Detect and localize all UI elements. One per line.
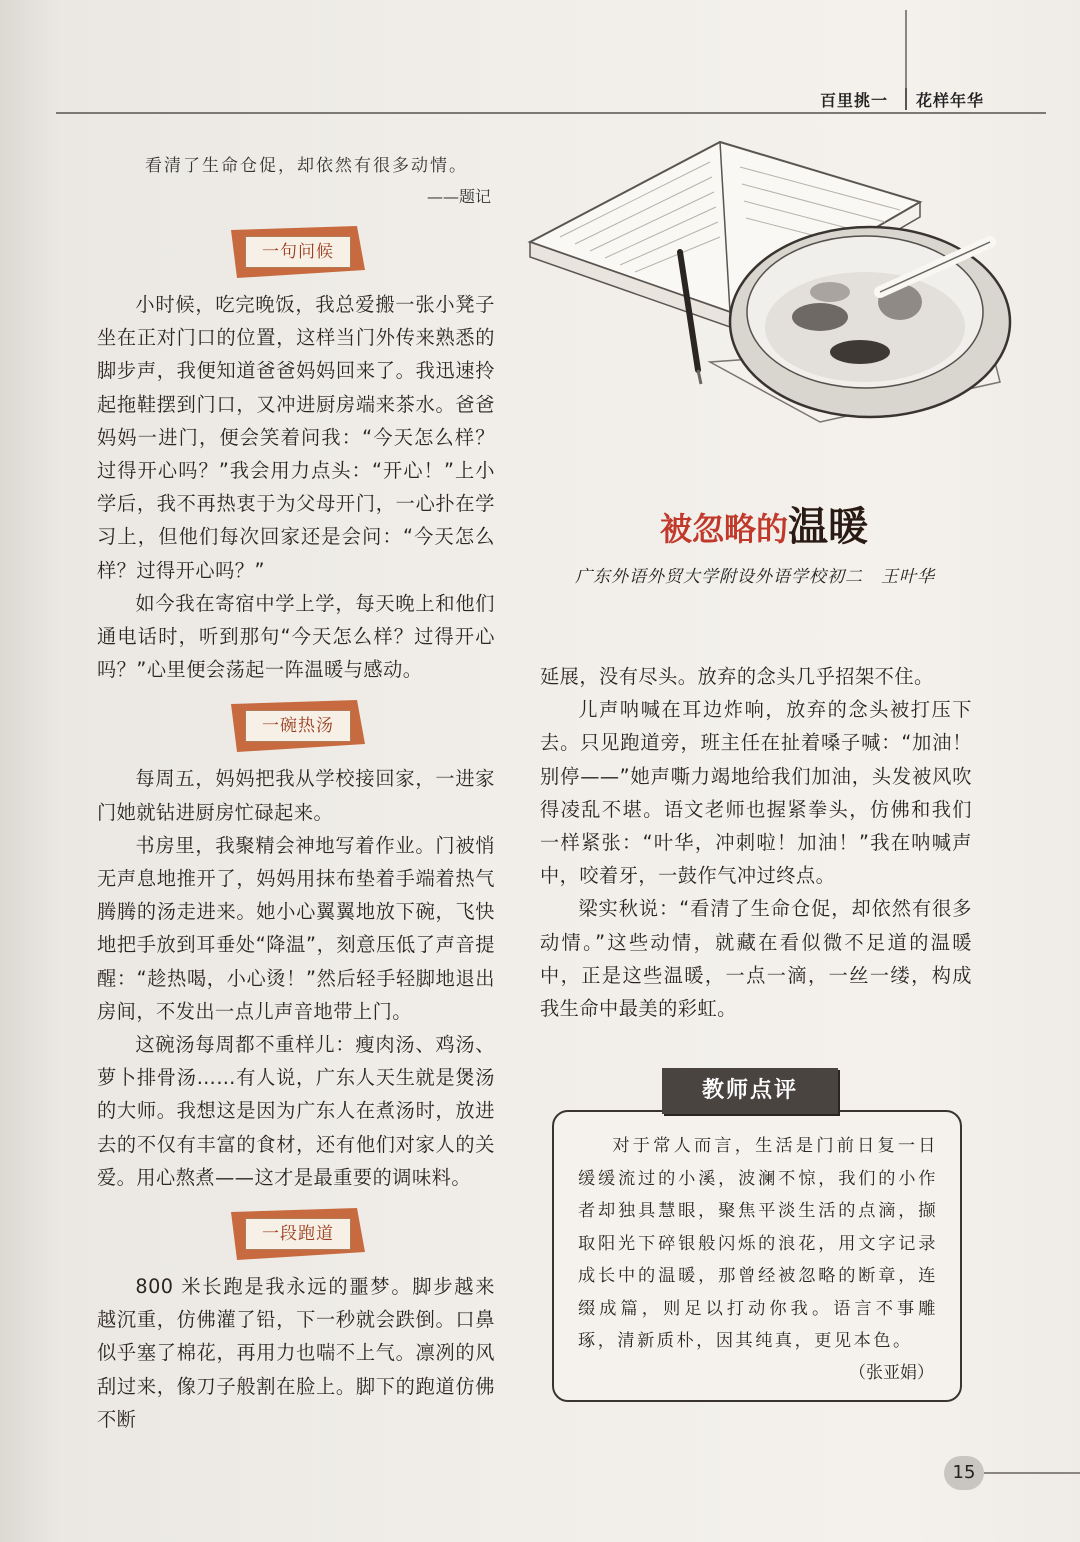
soup-illustration [520, 122, 1020, 482]
paragraph: 梁实秋说：“看清了生命仓促，却依然有很多动情。”这些动情，就藏在看似微不足道的温暖中，正是这些温暖，一点一滴，一丝一缕，构成我生命中最美的彩虹。 [540, 897, 972, 1021]
epigraph: 看清了生命仓促，却依然有很多动情。 [145, 156, 468, 176]
right-column [540, 660, 972, 1025]
paragraph-continuation: 延展，没有尽头。放弃的念头几乎招架不住。 [540, 665, 934, 688]
article-author: 广东外语外贸大学附设外语学校初二 王叶华 [575, 567, 935, 587]
section-tag-label: 一段跑道 [245, 1218, 351, 1250]
teacher-review-box [552, 1110, 962, 1402]
paragraph: 书房里，我聚精会神地写着作业。门被悄无声息地推开了，妈妈用抹布垫着手端着热气腾腾的汤走进来。她小心翼翼地放下碗，飞快地把手放到耳垂处“降温”，刻意压低了声音提醒：“趁热喝，小心烫！”然后轻手轻脚地退出房间，不发出一点儿声音地带上门。 [97, 833, 495, 1023]
teacher-review-text: 对于常人而言，生活是门前日复一日缓缓流过的小溪，波澜不惊，我们的小作者却独具慧眼，聚焦平淡生活的点滴，撷取阳光下碎银般闪烁的浪花，用文字记录成长中的温暖，那曾经被忽略的断章，连缀成篇，则足以打动你我。语言不事雕琢，清新质朴，因其纯真，更见本色。 [578, 1136, 938, 1351]
section-tag-2 [227, 700, 367, 752]
left-column [97, 150, 495, 1436]
section-tag-label: 一碗热汤 [245, 710, 351, 742]
section-tag-1 [227, 226, 367, 278]
paragraph: 小时候，吃完晚饭，我总爱搬一张小凳子坐在正对门口的位置，这样当门外传来熟悉的脚步声，我便知道爸爸妈妈回来了。我迅速拎起拖鞋摆到门口，又冲进厨房端来茶水。爸爸妈妈一进门，便会笑着问我：“今天怎么样？过得开心吗？”我会用力点头：“开心！”上小学后，我不再热衷于为父母开门，一心扑在学习上，但他们每次回家还是会问：“今天怎么样？过得开心吗？” [97, 293, 495, 582]
paragraph: 儿声呐喊在耳边炸响，放弃的念头被打压下去。只见跑道旁，班主任在扯着嗓子喊：“加油！别停——”她声嘶力竭地给我们加油，头发被风吹得凌乱不堪。语文老师也握紧拳头，仿佛和我们一样紧张：“叶华，冲刺啦！加油！”我在呐喊声中，咬着牙，一鼓作气冲过终点。 [540, 698, 972, 888]
paragraph: 这碗汤每周都不重样儿：瘦肉汤、鸡汤、萝卜排骨汤……有人说，广东人天生就是煲汤的大师。我想这是因为广东人在煮汤时，放进去的不仅有丰富的食材，还有他们对家人的关爱。用心熬煮——这才是最重要的调味料。 [97, 1033, 495, 1189]
paragraph: 如今我在寄宿中学上学，每天晚上和他们通电话时，听到那句“今天怎么样？过得开心吗？”心里便会荡起一阵温暖与感动。 [97, 591, 495, 682]
section-tag-3 [227, 1208, 367, 1260]
article-title-part1: 被忽略的 [660, 510, 789, 548]
header-rule [56, 112, 1046, 114]
page-number: 15 [944, 1456, 984, 1490]
paragraph: 800 米长跑是我永远的噩梦。脚步越来越沉重，仿佛灌了铅，下一秒就会跌倒。口鼻似乎塞了棉花，再用力也喘不上气。凛冽的风刮过来，像刀子般割在脸上。脚下的跑道仿佛不断 [97, 1275, 495, 1431]
teacher-review-signature: （张亚娟） [849, 1362, 934, 1383]
epigraph-source: ——题记 [426, 187, 491, 206]
header-series: 百里挑一 [820, 91, 889, 110]
teacher-review-tag: 教师点评 [662, 1068, 838, 1114]
paragraph: 每周五，妈妈把我从学校接回家，一进家门她就钻进厨房忙碌起来。 [97, 767, 495, 824]
page-number-rule [984, 1472, 1080, 1474]
article-title [660, 495, 869, 550]
header-column: 花样年华 [916, 91, 985, 110]
margin-line [905, 10, 907, 94]
soup-bowl-icon [730, 227, 1010, 417]
header-separator [905, 88, 907, 110]
section-tag-label: 一句问候 [245, 236, 351, 268]
article-title-part2: 温暖 [788, 503, 869, 550]
